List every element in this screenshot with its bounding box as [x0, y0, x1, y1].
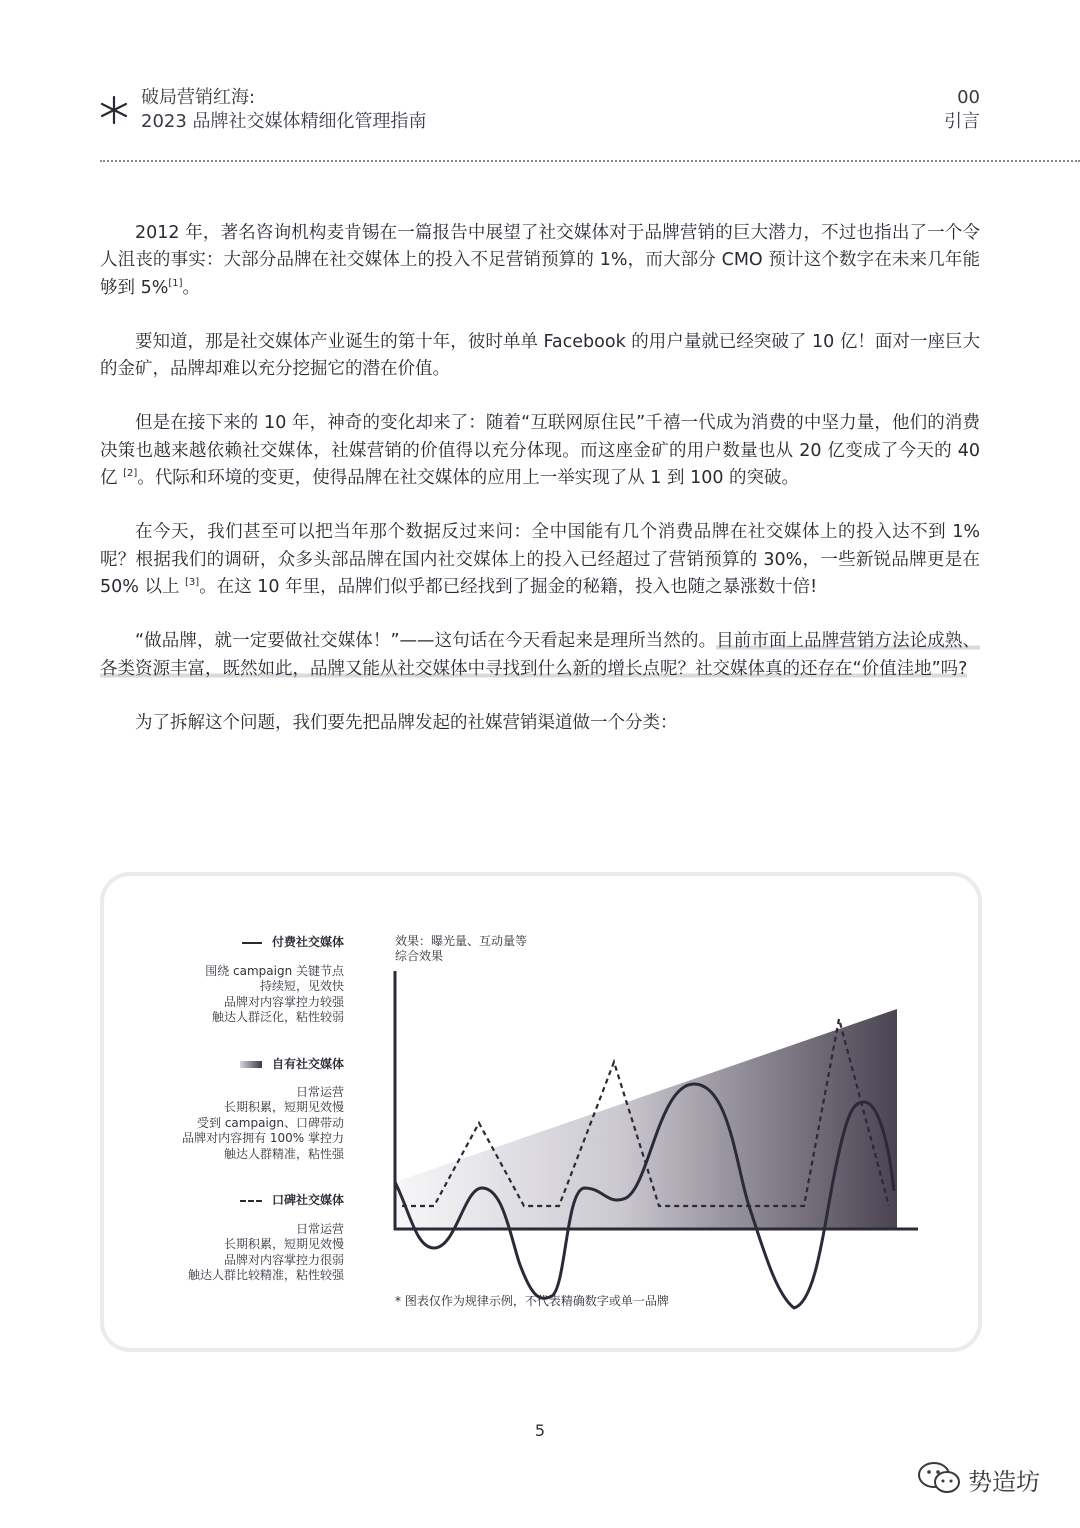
report-title: [141, 86, 427, 134]
section-name: 引言: [944, 111, 980, 132]
legend-earned-desc: 日常运营 长期积累，短期见效慢 品牌对内容掌控力很弱 触达人群比较精准，粘性较强: [187, 1222, 344, 1283]
paragraph-3: 但是在接下来的 10 年，神奇的变化却来了：随着“互联网原住民”千禧一代成为消费的中坚力量，他们的消费决策也越来越依赖社交媒体，社媒营销的价值得以充分体现。而这座金矿的用户数量也从 20 亿变成了今天的 40 亿 [2]。代际和环境的变更，使得品牌在社交媒体的应用上一举实现了从 1 到 100 的突破。: [100, 413, 980, 489]
legend-earned-title: 口碑社交媒体: [240, 1191, 344, 1208]
wechat-icon: [916, 1460, 964, 1496]
paragraph-5: “做品牌，就一定要做社交媒体！”——这句话在今天看起来是理所当然的。目前市面上品牌营销方法论成熟、各类资源丰富，既然如此，品牌又能从社交媒体中寻找到什么新的增长点呢？社交媒体真的还存在“价值洼地”吗?: [100, 631, 980, 679]
chart-footnote: * 图表仅作为规律示例，不代表精确数字或单一品牌: [395, 1294, 669, 1308]
reference-3: [3]: [185, 576, 200, 588]
highlighted-question: 目前市面上品牌营销方法论成熟、各类资源丰富，既然如此，品牌又能从社交媒体中寻找到什么新的增长点呢？社交媒体真的还存在“价值洼地”吗?: [100, 631, 980, 679]
reference-2: [2]: [123, 468, 138, 480]
section-code: 00: [957, 87, 980, 108]
paragraph-6: 为了拆解这个问题，我们要先把品牌发起的社媒营销渠道做一个分类：: [135, 712, 678, 733]
legend-owned-title: 自有社交媒体: [240, 1055, 344, 1072]
channel-effect-chart: [104, 876, 978, 1348]
section-marker: [944, 86, 980, 134]
y-axis-label: 效果：曝光量、互动量等 综合效果: [395, 934, 528, 963]
article-body: [100, 220, 980, 764]
legend-owned-desc: 日常运营 长期积累，短期见效慢 受到 campaign、口碑带动 品牌对内容拥有 100% 掌控力 触达人群精准，粘性强: [182, 1085, 344, 1161]
page-header: [0, 0, 1080, 165]
page-number: 5: [534, 1421, 546, 1440]
asterisk-logo-icon: [100, 96, 128, 124]
report-title-line1: 破局营销红海:: [141, 87, 256, 108]
paragraph-1: 2012 年，著名咨询机构麦肯锡在一篇报告中展望了社交媒体对于品牌营销的巨大潜力，不过也指出了一个令人沮丧的事实：大部分品牌在社交媒体上的投入不足营销预算的 1%，而大部分 CMO 预计这个数字在未来几年能够到 5%[1]。: [100, 223, 980, 298]
legend-paid-title: 付费社交媒体: [242, 933, 344, 950]
channel-chart-card: [100, 872, 982, 1352]
watermark-text: 势造坊: [968, 1468, 1040, 1496]
reference-1: [1]: [168, 277, 183, 289]
report-title-line2: 2023 品牌社交媒体精细化管理指南: [141, 111, 427, 132]
header-divider: [100, 160, 1080, 162]
paragraph-2: 要知道，那是社交媒体产业诞生的第十年，彼时单单 Facebook 的用户量就已经突破了 10 亿！面对一座巨大的金矿，品牌却难以充分挖掘它的潜在价值。: [100, 331, 980, 380]
legend-paid-desc: 围绕 campaign 关键节点 持续短，见效快 品牌对内容掌控力较强 触达人群泛化，粘性较弱: [205, 964, 344, 1025]
paragraph-4: 在今天，我们甚至可以把当年那个数据反过来问：全中国能有几个消费品牌在社交媒体上的投入达不到 1% 呢？根据我们的调研，众多头部品牌在国内社交媒体上的投入已经超过了营销预算的 30%，一些新锐品牌更是在 50% 以上 [3]。在这 10 年里，品牌们似乎都已经找到了掘金的秘籍，投入也随之暴涨数十倍!: [100, 522, 980, 597]
